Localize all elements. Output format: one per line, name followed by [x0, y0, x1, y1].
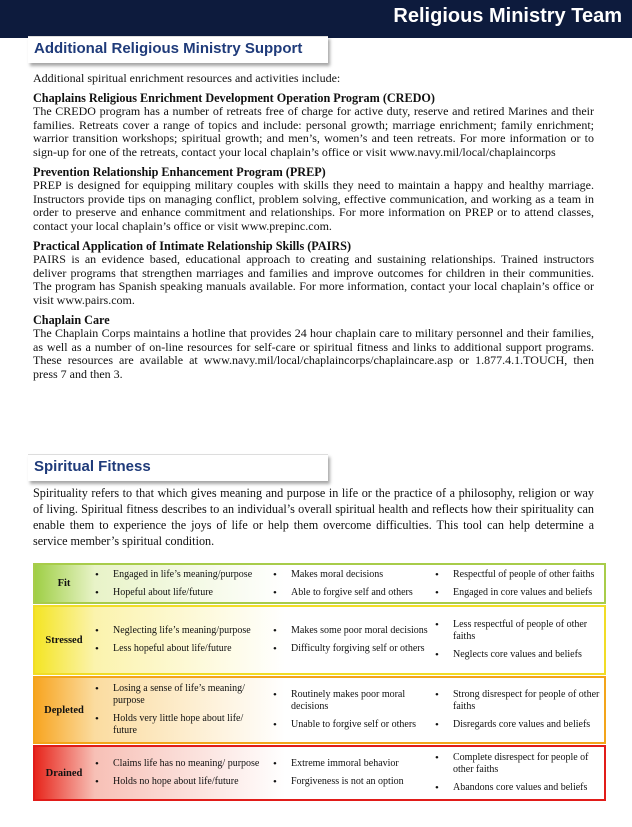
intro-text: Additional spiritual enrichment resources and activities include: — [33, 71, 341, 85]
level-name: Stressed — [45, 634, 83, 646]
level-name: Drained — [45, 767, 83, 779]
section-heading-label: Additional Religious Ministry Support — [34, 40, 303, 57]
level-col — [95, 565, 263, 602]
additional-support-content — [33, 72, 594, 387]
list-item: • Makes moral decisions — [273, 569, 433, 581]
list-item: • Strong disrespect for people of other faiths — [435, 689, 605, 713]
list-item: • Less respectful of people of other faiths — [435, 619, 605, 643]
program-title-prep: Prevention Relationship Enhancement Program (PREP) — [33, 164, 326, 179]
list-item: • Complete disrespect for people of other faiths — [435, 752, 605, 776]
list-item: • Less hopeful about life/future — [95, 643, 263, 655]
list-item: • Neglecting life’s meaning/purpose — [95, 625, 263, 637]
list-item: • Losing a sense of life’s meaning/ purpose — [95, 683, 263, 707]
level-col — [95, 747, 263, 799]
program-body-pairs: PAIRS is an evidence based, educational approach to creating and sustaining relationships. Trained instructors deliver programs that strengthen marriages and families and improve outcomes for children in their communities. The program has Spanish speaking manuals available. For more information, contact your local chaplain’s office or visit www.pairs.com. — [33, 252, 594, 307]
level-col — [273, 565, 433, 602]
section-heading-additional — [28, 36, 328, 63]
program-title-chaplain-care: Chaplain Care — [33, 312, 110, 327]
level-col — [435, 607, 605, 673]
section-heading-label: Spiritual Fitness — [34, 458, 151, 475]
list-item: • Extreme immoral behavior — [273, 758, 433, 770]
program-body-prep: PREP is designed for equipping military couples with skills they need to maintain a happy and healthy marriage. Instructors provide tips on managing conflict, problem solving, effective communication, and working as a team in order to preserve and enhance commitment and relationships. For more information on PREP or to attend classes, contact your local chaplain’s office or visit www.prepinc.com. — [33, 178, 594, 233]
level-name: Depleted — [44, 704, 84, 716]
list-item: • Disregards core values and beliefs — [435, 719, 605, 731]
list-item: • Unable to forgive self or others — [273, 719, 433, 731]
list-item: • Holds very little hope about life/ future — [95, 713, 263, 737]
level-col — [435, 565, 605, 602]
program-body-credo: The CREDO program has a number of retreats free of charge for active duty, reserve and retired Marines and their families. Retreats cover a range of topics and include: personal growth; marriage enrichment; family enrichment; warrior transition workshops; spiritual growth; and men’s, women’s and teen retreats. For more information or to sign-up for one of the retreats, contact your local chaplain’s office or visit www.navy.mil/local/chaplaincorps — [33, 104, 594, 159]
level-col — [435, 678, 605, 742]
list-item: • Abandons core values and beliefs — [435, 782, 605, 794]
list-item: • Holds no hope about life/future — [95, 776, 263, 788]
program-body-chaplain-care: The Chaplain Corps maintains a hotline that provides 24 hour chaplain care to military personnel and their families, as well as a number of on-line resources for self-care or spiritual fitness and links to additional support programs. These resources are available at www.navy.mil/local/chaplaincorps/chaplaincare.asp or 1.877.4.1.TOUCH, then press 7 and then 3. — [33, 326, 594, 381]
level-col — [273, 747, 433, 799]
list-item: • Difficulty forgiving self or others — [273, 643, 433, 655]
list-item: • Claims life has no meaning/ purpose — [95, 758, 263, 770]
level-col — [273, 607, 433, 673]
level-row-drained — [33, 745, 606, 801]
list-item: • Hopeful about life/future — [95, 587, 263, 599]
level-col — [273, 678, 433, 742]
level-col — [435, 747, 605, 799]
level-row-stressed — [33, 605, 606, 675]
spiritual-fitness-text: Spirituality refers to that which gives meaning and purpose in life or the practice of a philosophy, religion or way of living. Spiritual fitness describes to an individual’s overall spiritual health and reflects how their spirituality can enable them to experience the joys of life or help them overcome difficulties. This tool can help determine a service member’s spiritual condition. — [33, 486, 594, 548]
list-item: • Respectful of people of other faiths — [435, 569, 605, 581]
list-item: • Neglects core values and beliefs — [435, 649, 605, 661]
level-row-fit — [33, 563, 606, 604]
program-title-pairs: Practical Application of Intimate Relationship Skills (PAIRS) — [33, 238, 352, 253]
level-col — [95, 607, 263, 673]
section-heading-spiritual — [28, 454, 328, 481]
list-item: • Makes some poor moral decisions — [273, 625, 433, 637]
page-banner — [0, 0, 632, 38]
list-item: • Engaged in life’s meaning/purpose — [95, 569, 263, 581]
level-row-depleted — [33, 676, 606, 744]
level-name: Fit — [57, 578, 71, 589]
list-item: • Engaged in core values and beliefs — [435, 587, 605, 599]
list-item: • Forgiveness is not an option — [273, 776, 433, 788]
list-item: • Routinely makes poor moral decisions — [273, 689, 433, 713]
program-title-credo: Chaplains Religious Enrichment Development Operation Program (CREDO) — [33, 90, 435, 105]
level-col — [95, 678, 263, 742]
list-item: • Able to forgive self and others — [273, 587, 433, 599]
banner-title: Religious Ministry Team — [393, 5, 622, 27]
